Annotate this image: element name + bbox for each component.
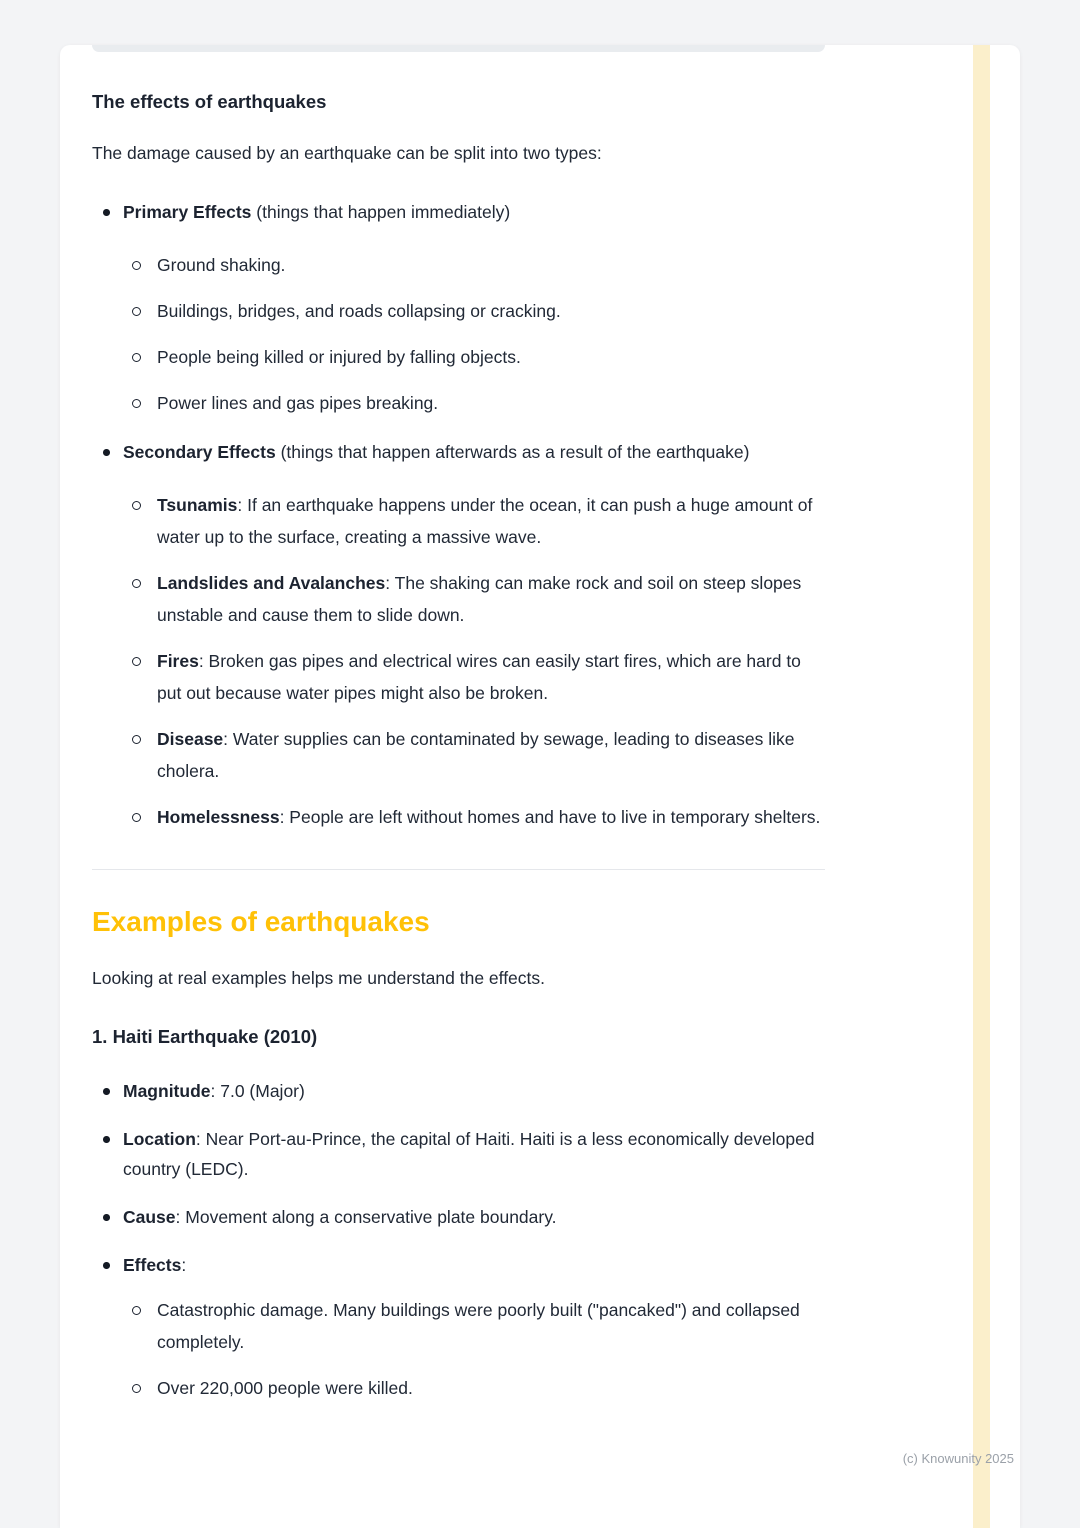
term-definition: : If an earthquake happens under the ocean, it can push a huge amount of water up to the surface, creating a massive wave. bbox=[157, 495, 813, 547]
bullet-circle-icon bbox=[132, 261, 141, 270]
bullet-circle-icon bbox=[132, 501, 141, 510]
list-item bbox=[123, 567, 825, 631]
fact-value: : bbox=[181, 1255, 187, 1275]
list-item bbox=[123, 801, 825, 833]
term-label: Tsunamis bbox=[157, 495, 238, 515]
list-item-text: Over 220,000 people were killed. bbox=[157, 1378, 413, 1398]
list-item bbox=[123, 295, 825, 327]
fact-value: : Near Port-au-Prince, the capital of Haiti. Haiti is a less economically developed country (LEDC). bbox=[123, 1129, 815, 1179]
section-divider bbox=[92, 869, 825, 870]
examples-heading: Examples of earthquakes bbox=[92, 906, 430, 937]
haiti-effects-sublist bbox=[123, 1294, 825, 1404]
list-item-effects bbox=[92, 1250, 825, 1404]
list-item-text: Catastrophic damage. Many buildings were poorly built ("pancaked") and collapsed completely. bbox=[157, 1300, 800, 1352]
list-item bbox=[123, 645, 825, 709]
list-item-secondary-effects bbox=[92, 437, 825, 833]
copyright-watermark: (c) Knowunity 2025 bbox=[902, 1451, 1014, 1466]
term-label: Fires bbox=[157, 651, 199, 671]
bullet-circle-icon bbox=[132, 813, 141, 822]
effects-list bbox=[92, 197, 825, 833]
secondary-effects-lead bbox=[123, 437, 825, 467]
haiti-heading: 1. Haiti Earthquake (2010) bbox=[92, 1026, 318, 1047]
list-item-cause bbox=[92, 1202, 825, 1232]
fact-label: Magnitude bbox=[123, 1081, 211, 1101]
bullet-dot-icon bbox=[103, 1136, 110, 1143]
bullet-dot-icon bbox=[103, 1262, 110, 1269]
primary-effects-label: Primary Effects bbox=[123, 202, 252, 222]
list-item bbox=[123, 249, 825, 281]
bullet-dot-icon bbox=[103, 209, 110, 216]
bullet-circle-icon bbox=[132, 1306, 141, 1315]
fact-value: : Movement along a conservative plate boundary. bbox=[175, 1207, 557, 1227]
list-item-text: Ground shaking. bbox=[157, 255, 286, 275]
term-definition: : People are left without homes and have to live in temporary shelters. bbox=[279, 807, 821, 827]
primary-effects-lead bbox=[123, 197, 825, 227]
bullet-circle-icon bbox=[132, 1384, 141, 1393]
list-item bbox=[123, 387, 825, 419]
bullet-circle-icon bbox=[132, 353, 141, 362]
primary-effects-sublist bbox=[123, 249, 825, 419]
term-definition: : Water supplies can be contaminated by sewage, leading to diseases like cholera. bbox=[157, 729, 795, 781]
list-item bbox=[123, 723, 825, 787]
term-label: Landslides and Avalanches bbox=[157, 573, 386, 593]
bullet-circle-icon bbox=[132, 307, 141, 316]
list-item-text: Buildings, bridges, and roads collapsing or cracking. bbox=[157, 301, 561, 321]
term-definition: : The shaking can make rock and soil on steep slopes unstable and cause them to slide down. bbox=[157, 573, 802, 625]
haiti-facts-list bbox=[92, 1076, 825, 1404]
bullet-dot-icon bbox=[103, 1088, 110, 1095]
fact-label: Cause bbox=[123, 1207, 176, 1227]
secondary-effects-desc: (things that happen afterwards as a result of the earthquake) bbox=[275, 442, 750, 462]
list-item-text: Power lines and gas pipes breaking. bbox=[157, 393, 439, 413]
bullet-circle-icon bbox=[132, 579, 141, 588]
list-item bbox=[123, 1372, 825, 1404]
list-item bbox=[123, 489, 825, 553]
bullet-dot-icon bbox=[103, 449, 110, 456]
fact-label: Location bbox=[123, 1129, 196, 1149]
list-item bbox=[123, 341, 825, 373]
list-item bbox=[123, 1294, 825, 1358]
document-page bbox=[60, 45, 1020, 1528]
bullet-circle-icon bbox=[132, 399, 141, 408]
bullet-circle-icon bbox=[132, 735, 141, 744]
list-item-text: People being killed or injured by falling objects. bbox=[157, 347, 521, 367]
list-item-location bbox=[92, 1124, 825, 1184]
secondary-effects-sublist bbox=[123, 489, 825, 833]
term-label: Disease bbox=[157, 729, 224, 749]
fact-value: : 7.0 (Major) bbox=[210, 1081, 305, 1101]
intro-paragraph: The damage caused by an earthquake can be split into two types: bbox=[92, 143, 602, 163]
list-item-magnitude bbox=[92, 1076, 825, 1106]
secondary-effects-label: Secondary Effects bbox=[123, 442, 276, 462]
bullet-dot-icon bbox=[103, 1214, 110, 1221]
term-definition: : Broken gas pipes and electrical wires can easily start fires, which are hard to put out because water pipes might also be broken. bbox=[157, 651, 801, 703]
section-heading-effects: The effects of earthquakes bbox=[92, 91, 327, 112]
document-content bbox=[92, 45, 825, 1404]
accent-stripe bbox=[973, 45, 990, 1528]
fact-label: Effects bbox=[123, 1255, 182, 1275]
primary-effects-desc: (things that happen immediately) bbox=[251, 202, 511, 222]
examples-intro: Looking at real examples helps me understand the effects. bbox=[92, 968, 546, 988]
bullet-circle-icon bbox=[132, 657, 141, 666]
list-item-primary-effects bbox=[92, 197, 825, 419]
term-label: Homelessness bbox=[157, 807, 280, 827]
